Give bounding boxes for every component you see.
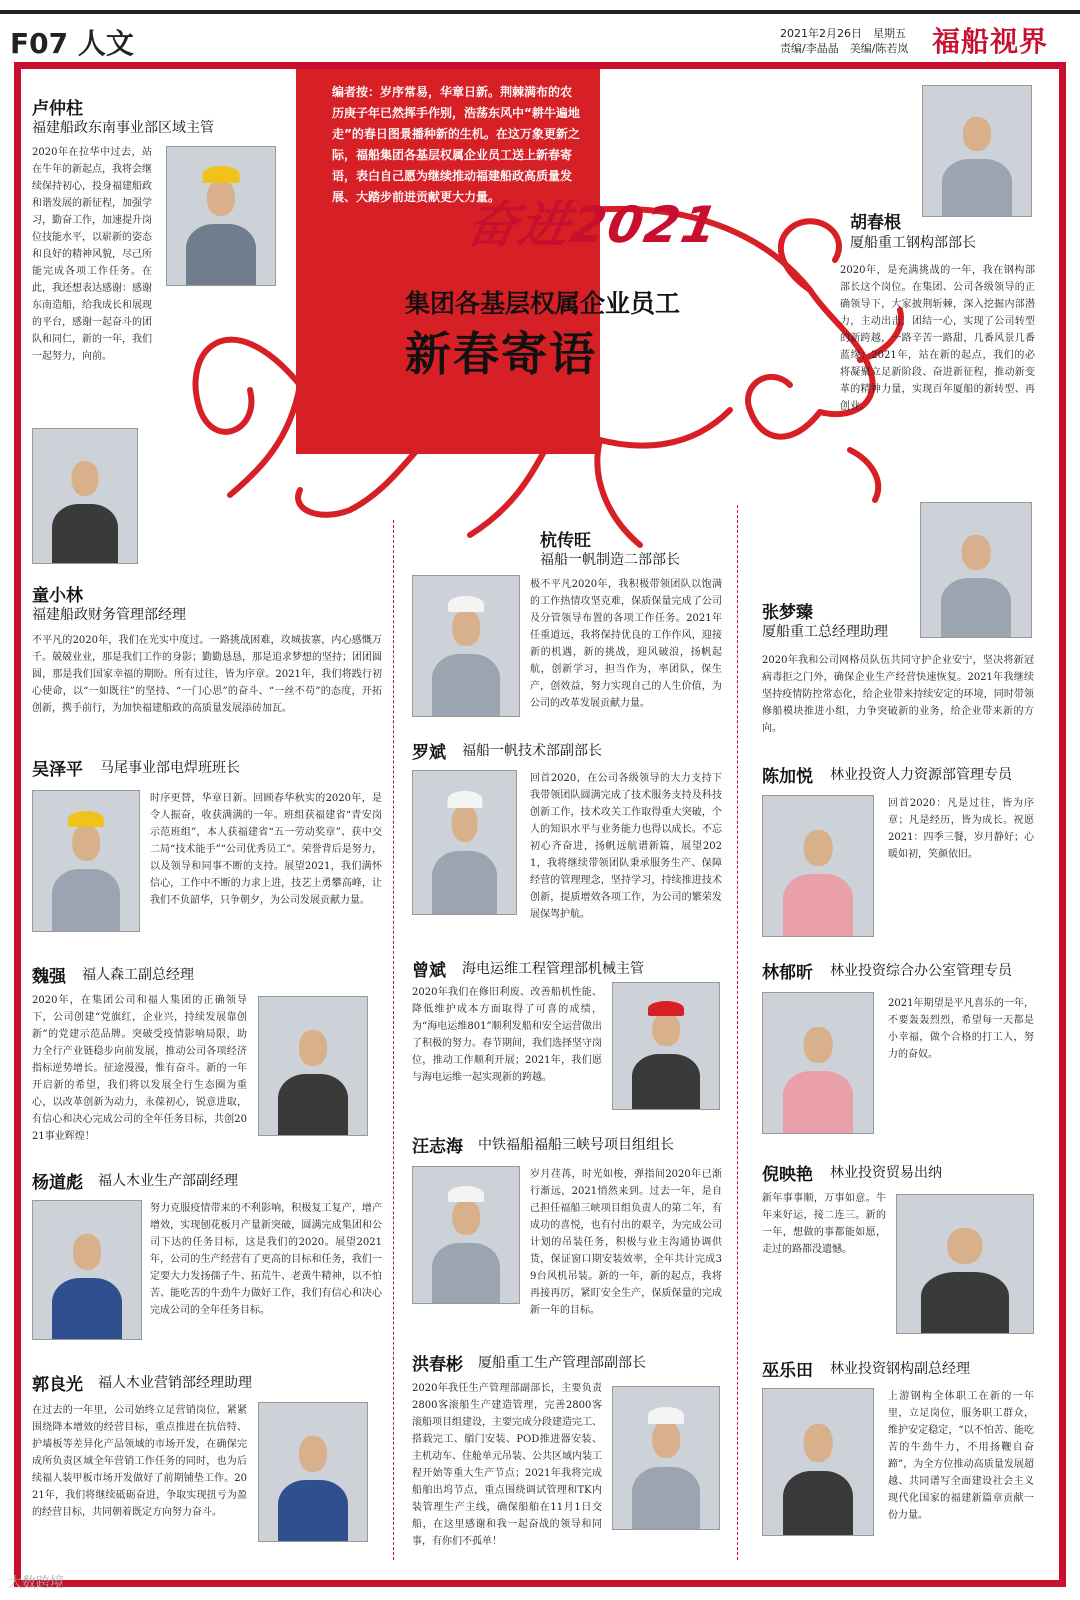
person-name: 曾斌 bbox=[412, 961, 446, 981]
person-message: 在过去的一年里，公司始终立足营销岗位，紧紧围绕降本增效的经营目标，重点推进在抗倍特、护墙板等差异化产品领域的市场开发，在确保完成所负责区域全年营销工作任务的同时，也为后续福人装甲板市场开发做好了前期铺垫工作。2021年，我们将继续砥砺奋进，争取实现扭亏为盈的经营目标，共同朝着既定方向努力奋斗。 bbox=[32, 1405, 247, 1518]
person-photo bbox=[166, 146, 276, 286]
person-photo bbox=[412, 575, 520, 717]
person-role: 福建船政东南事业部区域主管 bbox=[32, 120, 214, 136]
person-message: 2020年我和公司网格员队伍共同守护企业安宁，坚决将新冠病毒拒之门外，确保企业生产经营快速恢复。2021年我继续坚持疫情防控常态化，给企业带来持续安定的环境，同时带领修船模块推进小组，力争突破新的业务，给企业带来新的方向。 bbox=[762, 655, 1034, 734]
person-role: 中铁福船福船三峡号项目组组长 bbox=[478, 1137, 674, 1153]
person-name: 杭传旺 bbox=[540, 531, 591, 551]
person-name: 巫乐田 bbox=[762, 1361, 813, 1381]
person-message: 2020年我们在修旧利废、改善船机性能、降低维护成本方面取得了可喜的成绩，为“海电运维801”顺利发船和安全运营做出了积极的努力。春节期间，我们选择坚守岗位，推动工作顺利开展；2021年，我们愿与海电运维一起实现新的跨越。 bbox=[412, 987, 602, 1083]
masthead-logo: 福船视界 bbox=[932, 25, 1049, 58]
person-message: 回首2020，在公司各级领导的大力支持下我带领团队圆满完成了技术服务支持及科技创新工作，技术攻关工作取得重大突破，个人的知识水平与业务能力也得以成长。不忘初心齐奋进，扬帆远航谱新篇，展望2021，我将继续带领团队秉承服务生产、保障经营的管理理念，坚持学习，持续推进技术创新，提质增效各项工作，为公司的繁荣发展保驾护航。 bbox=[530, 773, 722, 920]
person-name: 汪志海 bbox=[412, 1137, 463, 1157]
editor-note: 编者按：岁序常易，华章日新。荆棘满布的农历庚子年已然挥手作别，浩荡东风中“耕牛遍地走”的春日图景播种新的生机。在这万象更新之际，福船集团各基层权属企业员工送上新春寄语，表白自己愿为继续推动福建船政高质量发展、大踏步前进贡献更大力量。 bbox=[332, 85, 580, 204]
person-photo bbox=[920, 502, 1032, 638]
person-photo bbox=[922, 85, 1032, 217]
date-text: 2021年2月26日 星期五 bbox=[780, 27, 906, 40]
person-photo bbox=[412, 770, 517, 915]
issue-date bbox=[780, 26, 908, 56]
feature-title: 奋进2021 bbox=[462, 196, 724, 254]
watermark: 大数跨境 bbox=[8, 1575, 64, 1591]
person-message: 岁月荏苒，时光如梭，弹指间2020年已渐行渐远，2021悄然来到。过去一年，是自己担任福船三峡项目组负责人的第二年，有成功的喜悦，也有付出的艰辛，为完成公司计划的吊装任务，积极与业主沟通协调供货，保证窗口期安装效率，全年共计完成39台风机吊装。新的一年，新的起点，我将再接再厉，紧盯安全生产，保质保量的完成新一年的目标。 bbox=[530, 1169, 722, 1316]
header-rule bbox=[0, 10, 1080, 14]
person-photo bbox=[258, 1402, 368, 1542]
person-role: 福人森工副总经理 bbox=[82, 967, 194, 983]
feature-subtitle-main: 新春寄语 bbox=[405, 327, 597, 381]
person-photo bbox=[32, 1200, 142, 1340]
person-message: 时序更替，华章日新。回顾春华秋实的2020年，是令人振奋，收获满满的一年。班组获福建省“青安岗示范班组”，本人获福建省“五一劳动奖章”、获中交二局“技术能手”“公司优秀员工”。荣誉背后是努力，以及领导和同事不断的支持。展望2021，我们满怀信心，工作中不断的力求上进，技艺上勇攀高峰，让我们不负韶华，只争朝夕，为公司发展贡献力量。 bbox=[150, 793, 382, 906]
person-role: 福船一帆制造二部部长 bbox=[540, 552, 680, 568]
person-message: 2020年我任生产管理部副部长，主要负责2800客滚船生产建造管理，完善2800客滚船项目组建设，主要完成分段建造完工、搭载完工、艏门安装、POD推进器安装、主机动车、住舱单元吊装、公共区域内装工程开始等重大生产节点；2021年我将完成船舶出坞节点，重点围绕调试管理和TK内装管理生产主线，确保船舶在11月1日交船，在这里感谢和我一起奋战的领导和同事，有你们不孤单！ bbox=[412, 1383, 602, 1547]
person-name: 陈加悦 bbox=[762, 767, 813, 787]
person-message: 2020年在拉华中过去，站在牛年的新起点，我将会继续保持初心，投身福建船政和谐发展的新征程，加强学习，勤奋工作，加速提升岗位技能水平，以崭新的姿态和良好的精神风貌，尽己所能完成各项工作任务。在此，我还想表达感谢：感谢东南造船，给我成长和展现的平台，感谢一起奋斗的团队和同仁，新的一年，我们一起努力，向前。 bbox=[32, 147, 152, 362]
person-photo bbox=[612, 982, 720, 1110]
person-role: 厦船重工总经理助理 bbox=[762, 624, 888, 640]
person-name: 郭良光 bbox=[32, 1375, 83, 1395]
person-name: 魏强 bbox=[32, 967, 66, 987]
person-message: 极不平凡2020年，我积极带领团队以饱满的工作热情攻坚克难，保质保量完成了公司及分管领导布置的各项工作任务。2021年任重道远，我将保持优良的工作作风，迎接新的机遇，新的挑战，迎风破浪，扬帆起航，创新学习，担当作为，率团队，保生产，创效益，努力实现自己的人生价值，为公司的改革发展贡献力量。 bbox=[530, 579, 722, 709]
person-message: 不平凡的2020年，我们在光实中度过。一路挑战困难，攻城拔寨，内心感慨万千。兢兢业业，那是我们工作的身影；勤勤恳恳，那是追求梦想的坚持；团团圆圆，那是我们国家幸福的期盼。所有过往，皆为序章。2021年，我们将践行初心使命，以“一如既往”的坚持、“一门心思”的奋斗、“一丝不苟”的态度，开拓创新，携手前行，为加快福建船政的高质量发展添砖加瓦。 bbox=[32, 635, 382, 714]
person-role: 福建船政财务管理部经理 bbox=[32, 607, 186, 623]
person-name: 童小林 bbox=[32, 586, 83, 606]
person-name: 林郁昕 bbox=[762, 963, 813, 983]
person-message: 回首2020：凡是过往，皆为序章；凡是经历，皆为成长。祝愿2021：四季三餐，岁月静好；心暖如初，笑颜依旧。 bbox=[888, 798, 1034, 860]
feature-subtitle: 集团各基层权属企业员工 bbox=[405, 289, 681, 318]
person-role: 福人木业生产部副经理 bbox=[98, 1173, 238, 1189]
person-role: 马尾事业部电焊班班长 bbox=[100, 760, 240, 776]
person-name: 胡春根 bbox=[850, 213, 901, 233]
column-divider-left bbox=[393, 520, 394, 1560]
person-name: 倪映艳 bbox=[762, 1165, 813, 1185]
person-message: 努力克服疫情带来的不利影响，积极复工复产，增产增效，实现刨花板月产量新突破，圆满完成集团和公司下达的任务目标，这是我们的2020。展望2021年，公司的生产经营有了更高的目标和任务，我们一定要大力发扬孺子牛、拓荒牛、老黄牛精神，以不怕苦、能吃苦的牛劲牛力做好工作，我们有信心和决心完成公司的全年任务目标。 bbox=[150, 1203, 382, 1316]
person-photo bbox=[762, 992, 874, 1134]
person-name: 吴泽平 bbox=[32, 760, 83, 780]
person-photo bbox=[896, 1194, 1034, 1334]
person-role: 林业投资人力资源部管理专员 bbox=[830, 767, 1012, 783]
person-photo bbox=[762, 1388, 874, 1536]
column-divider-right bbox=[737, 505, 738, 1560]
person-photo bbox=[258, 996, 368, 1136]
person-photo bbox=[32, 428, 138, 564]
person-role: 海电运维工程管理部机械主管 bbox=[462, 961, 644, 977]
person-message: 2020年，在集团公司和福人集团的正确领导下，公司创建“党旗红，企业兴，持续发展靠创新”的党建示范品牌。突破受疫情影响局限，助力全行产业链稳步向前发展，推动公司各项经济指标逆势增长。征途漫漫，惟有奋斗。新的一年开启新的希望，我们将以发展全行生态圈为重心，以改革创新为动力，永葆初心，锐意进取，有信心和决心完成公司的全年任务目标，共创2021事业辉煌！ bbox=[32, 995, 247, 1142]
page-number: F07 人文 bbox=[10, 27, 134, 60]
person-message: 2021年期望是平凡喜乐的一年，不要轰轰烈烈，希望每一天都是小幸福，做个合格的打工人，努力的奋奴。 bbox=[888, 998, 1034, 1060]
person-name: 洪春彬 bbox=[412, 1355, 463, 1375]
person-role: 厦船重工钢构部部长 bbox=[850, 235, 976, 251]
person-role: 林业投资钢构副总经理 bbox=[830, 1361, 970, 1377]
person-photo bbox=[612, 1386, 720, 1530]
person-message: 2020年，是充满挑战的一年，我在钢构部部长这个岗位。在集团、公司各级领导的正确领导下，大家披荆斩棘，深入挖掘内部潜力，主动出击，团结一心，实现了公司转型的新跨越，一路辛苦一路甜，几番风景几番蓝缘；2021年，站在新的起点，我们的必将凝聚立足新阶段、奋进新征程，推动新变革的精神力量，实现百年厦船的新转型、再创业。 bbox=[840, 265, 1035, 412]
person-role: 林业投资贸易出纳 bbox=[830, 1165, 942, 1181]
person-photo bbox=[762, 795, 874, 937]
person-photo bbox=[412, 1166, 520, 1304]
person-photo bbox=[32, 790, 140, 932]
editors-text: 责编/李晶晶 美编/陈若岚 bbox=[780, 42, 909, 55]
person-message: 上游钢构全体职工在新的一年里，立足岗位，服务职工群众，维护安定稳定，“以不怕苦、能吃苦的牛劲牛力，不用扬鞭自奋蹄”，为全方位推动高质量发展超越、共同谱写全面建设社会主义现代化国家的福建新篇章贡献一份力量。 bbox=[888, 1391, 1034, 1521]
person-name: 杨道彪 bbox=[32, 1173, 83, 1193]
person-name: 罗斌 bbox=[412, 743, 446, 763]
person-name: 张梦臻 bbox=[762, 603, 813, 623]
person-name: 卢仲柱 bbox=[32, 99, 83, 119]
person-role: 厦船重工生产管理部副部长 bbox=[478, 1355, 646, 1371]
person-message: 新年事事顺，万事如意。牛年来好运，接二连三。新的一年，想做的事都能如愿，走过的路都没遗憾。 bbox=[762, 1193, 886, 1255]
person-role: 福船一帆技术部副部长 bbox=[462, 743, 602, 759]
person-role: 林业投资综合办公室管理专员 bbox=[830, 963, 1012, 979]
person-role: 福人木业营销部经理助理 bbox=[98, 1375, 252, 1391]
